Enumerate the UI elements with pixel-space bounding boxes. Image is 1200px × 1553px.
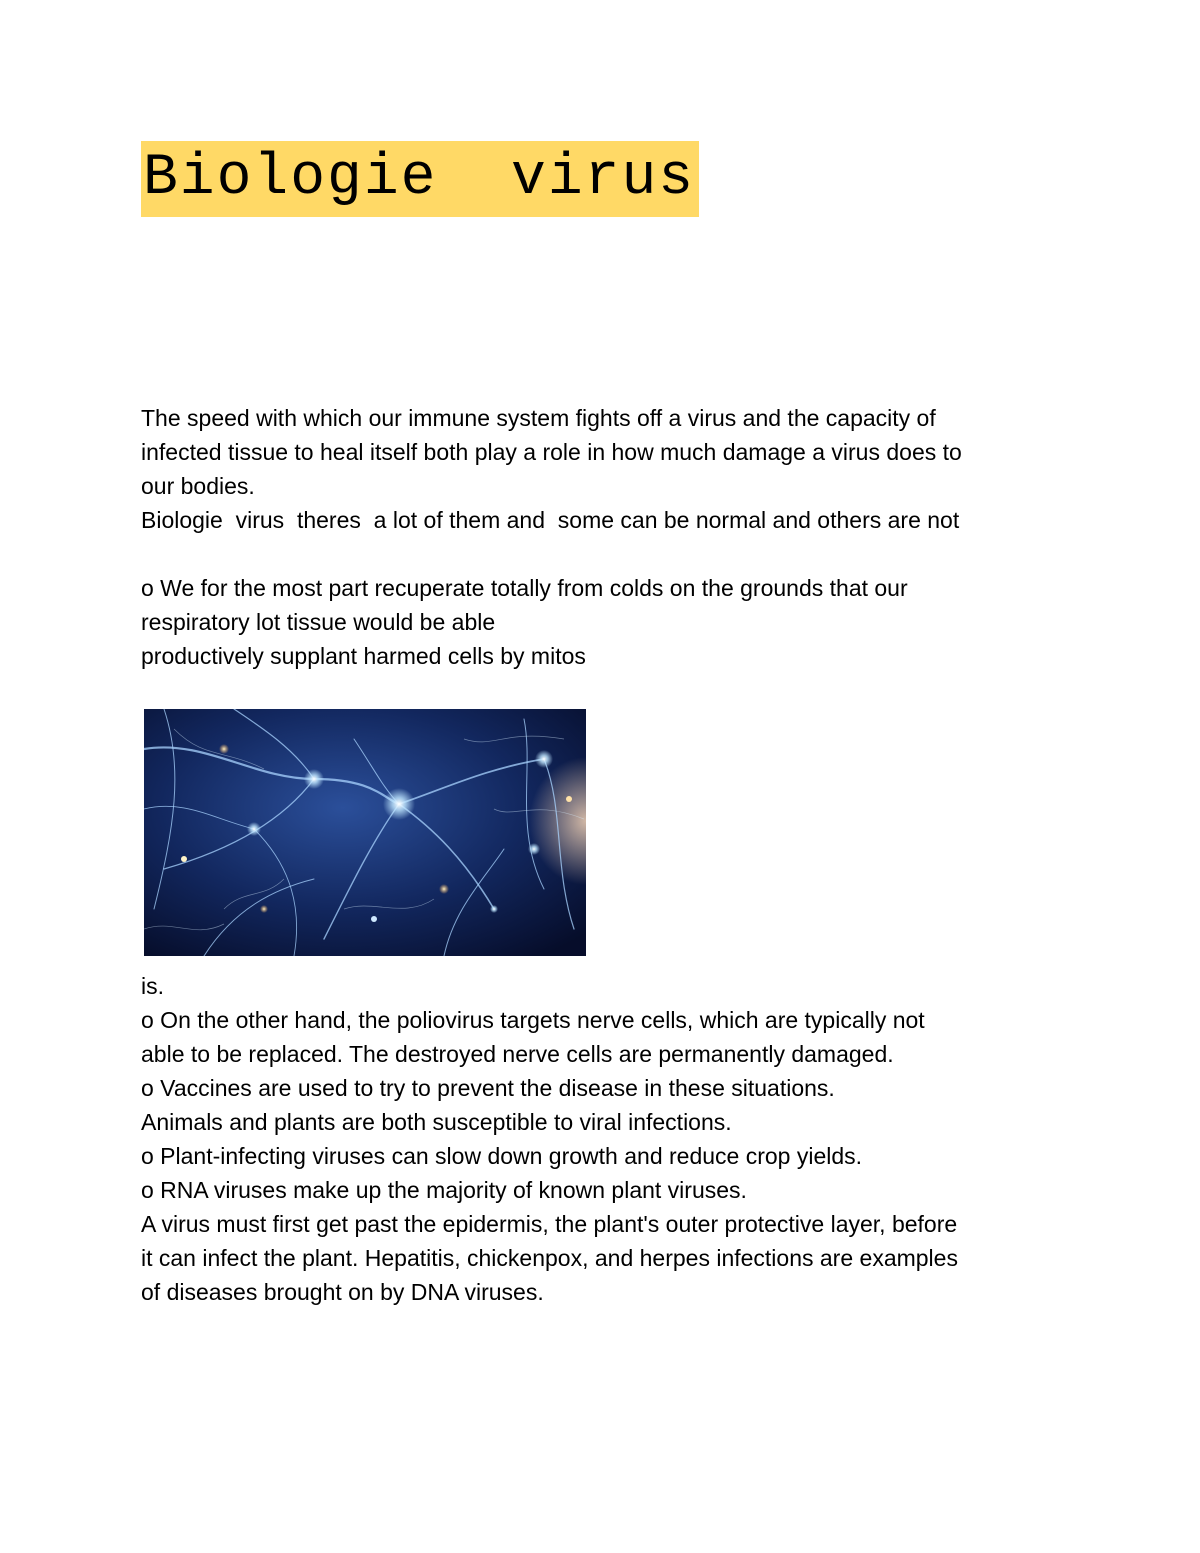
text-line: able to be replaced. The destroyed nerve cells are permanently damaged. (141, 1041, 894, 1067)
neuron-network-icon (144, 709, 586, 956)
text-line: o RNA viruses make up the majority of known plant viruses. (141, 1177, 747, 1203)
text-line: o We for the most part recuperate totally from colds on the grounds that our (141, 575, 908, 601)
text-line: o Vaccines are used to try to prevent the disease in these situations. (141, 1075, 835, 1101)
document-title: Biologie virus (141, 141, 699, 217)
text-line: Biologie virus theres a lot of them and some can be normal and others are not (141, 507, 960, 533)
neuron-network-image (144, 709, 586, 956)
text-line: o On the other hand, the poliovirus targets nerve cells, which are typically not (141, 1007, 925, 1033)
paragraph-block-2 (141, 969, 1071, 1309)
text-line: The speed with which our immune system fights off a virus and the capacity of (141, 405, 936, 431)
text-line: it can infect the plant. Hepatitis, chickenpox, and herpes infections are examples (141, 1245, 958, 1271)
text-line: our bodies. (141, 473, 255, 499)
blank-line (141, 537, 1071, 571)
text-line: of diseases brought on by DNA viruses. (141, 1279, 544, 1305)
text-line: productively supplant harmed cells by mitos (141, 643, 586, 669)
text-line: infected tissue to heal itself both play a role in how much damage a virus does to (141, 439, 962, 465)
text-line: is. (141, 973, 164, 999)
paragraph-block-1 (141, 401, 1071, 673)
text-line: o Plant-infecting viruses can slow down growth and reduce crop yields. (141, 1143, 863, 1169)
text-line: Animals and plants are both susceptible to viral infections. (141, 1109, 732, 1135)
text-line: A virus must first get past the epidermis, the plant's outer protective layer, before (141, 1211, 958, 1237)
text-line: respiratory lot tissue would be able (141, 609, 496, 635)
